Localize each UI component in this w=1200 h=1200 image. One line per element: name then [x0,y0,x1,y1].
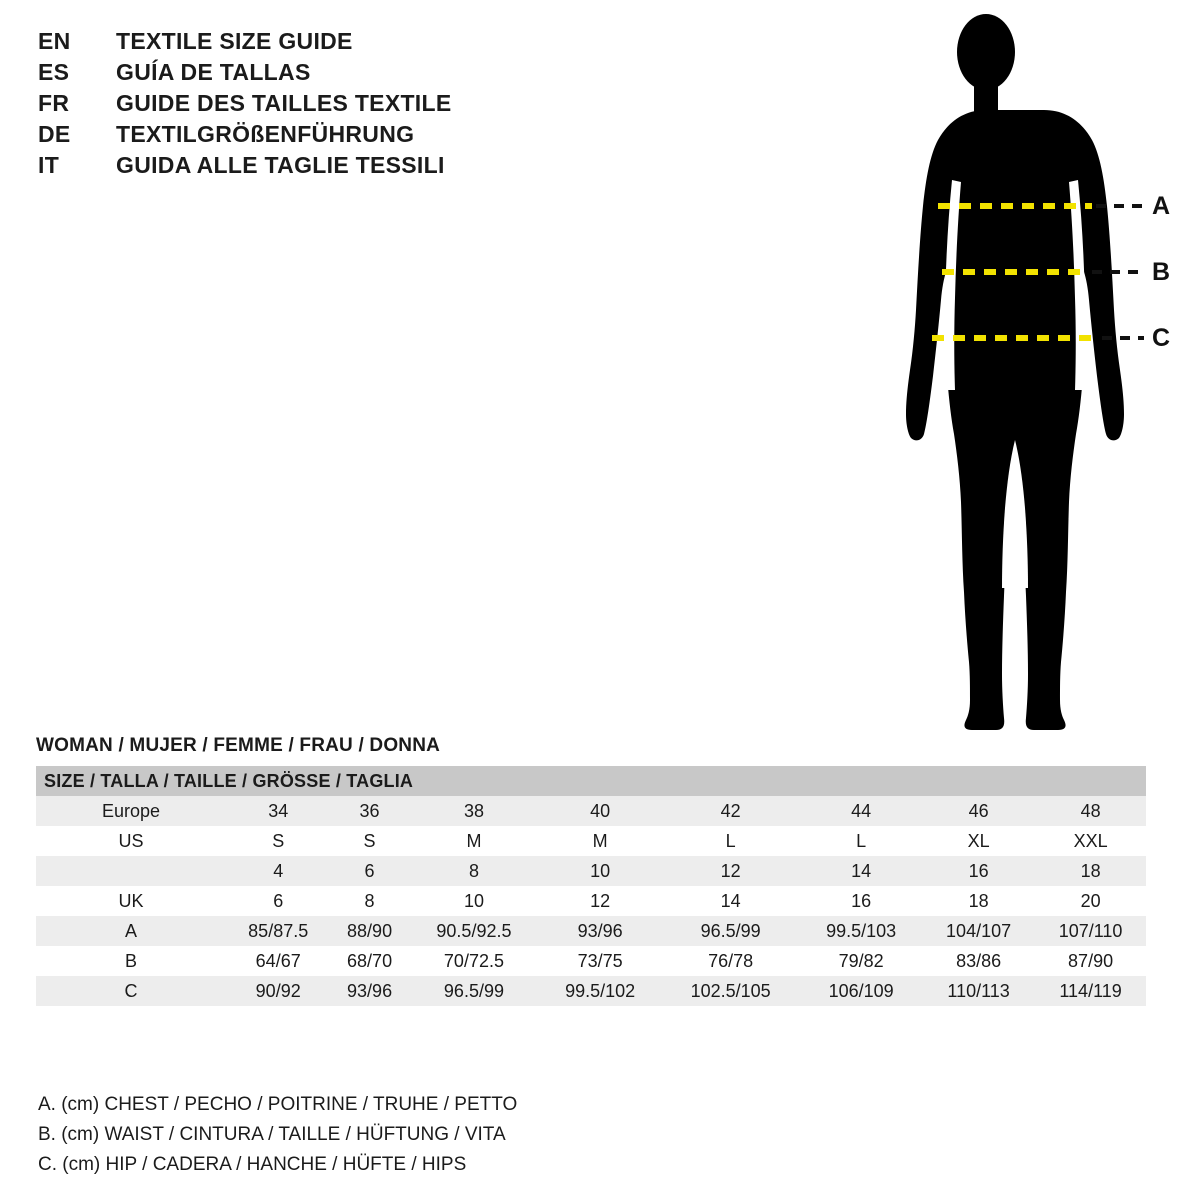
table-row [36,886,1146,916]
table-cell: 14 [800,856,922,886]
table-cell: L [800,826,922,856]
table-cell: 76/78 [661,946,800,976]
table-cell: 40 [539,796,661,826]
table-cell: 44 [800,796,922,826]
legend-line-b: B. (cm) WAIST / CINTURA / TAILLE / HÜFTUNG / VITA [38,1124,506,1145]
table-cell: M [409,826,540,856]
title-lang-code: FR [38,90,70,116]
table-cell: M [539,826,661,856]
title-lang-code: IT [38,152,60,178]
row-label: UK [36,886,226,916]
table-cell: 8 [409,856,540,886]
table-cell: 99.5/102 [539,976,661,1006]
title-lang-code: DE [38,121,71,147]
title-text: TEXTILE SIZE GUIDE [116,28,353,54]
table-cell: 96.5/99 [409,976,540,1006]
title-row [38,152,738,183]
female-silhouette-icon [860,10,1190,740]
table-cell: 16 [800,886,922,916]
table-row [36,796,1146,826]
table-cell: 42 [661,796,800,826]
table-cell: 8 [330,886,408,916]
table-cell: 83/86 [922,946,1035,976]
title-text: GUIDA ALLE TAGLIE TESSILI [116,152,445,178]
row-label: B [36,946,226,976]
table-cell: 12 [661,856,800,886]
table-cell: 36 [330,796,408,826]
table-row [36,856,1146,886]
table-cell: 88/90 [330,916,408,946]
group-heading: WOMAN / MUJER / FEMME / FRAU / DONNA [36,735,441,756]
table-cell: 48 [1035,796,1146,826]
table-row [36,976,1146,1006]
table-cell: 90.5/92.5 [409,916,540,946]
table-cell: 18 [922,886,1035,916]
size-table-section [36,735,1156,1006]
table-cell: XL [922,826,1035,856]
table-cell: 87/90 [1035,946,1146,976]
table-cell: 110/113 [922,976,1035,1006]
table-cell: 18 [1035,856,1146,886]
legend-line-a: A. (cm) CHEST / PECHO / POITRINE / TRUHE / PETTO [38,1094,518,1115]
title-row [38,28,738,59]
table-cell: 102.5/105 [661,976,800,1006]
table-cell: 38 [409,796,540,826]
title-row [38,90,738,121]
table-row [36,916,1146,946]
table-cell: 99.5/103 [800,916,922,946]
table-cell: 16 [922,856,1035,886]
table-cell: 20 [1035,886,1146,916]
table-cell: 34 [226,796,330,826]
title-text: TEXTILGRÖßENFÜHRUNG [116,121,415,147]
title-row [38,121,738,152]
row-label: A [36,916,226,946]
table-cell: S [226,826,330,856]
table-cell: 114/119 [1035,976,1146,1006]
table-cell: 85/87.5 [226,916,330,946]
table-cell: 4 [226,856,330,886]
table-cell: 64/67 [226,946,330,976]
row-label: US [36,826,226,856]
table-cell: 46 [922,796,1035,826]
table-row [36,826,1146,856]
title-text: GUÍA DE TALLAS [116,59,311,85]
table-cell: 10 [409,886,540,916]
table-cell: 10 [539,856,661,886]
table-cell: S [330,826,408,856]
row-label: Europe [36,796,226,826]
title-lang-code: EN [38,28,71,54]
legend-line-c: C. (cm) HIP / CADERA / HANCHE / HÜFTE / HIPS [38,1154,467,1175]
table-header-row [36,766,1146,796]
table-cell: 70/72.5 [409,946,540,976]
title-block [38,28,738,183]
measure-label-c: C [1152,324,1171,352]
measure-label-b: B [1152,258,1171,286]
table-row [36,946,1146,976]
title-lang-code: ES [38,59,70,85]
row-label: C [36,976,226,1006]
row-label [36,856,226,886]
table-cell: 73/75 [539,946,661,976]
table-cell: 107/110 [1035,916,1146,946]
size-table [36,766,1146,1006]
table-cell: 93/96 [539,916,661,946]
table-cell: 6 [330,856,408,886]
table-cell: 14 [661,886,800,916]
measure-label-a: A [1152,192,1171,220]
table-cell: 6 [226,886,330,916]
title-row [38,59,738,90]
table-header-label: SIZE / TALLA / TAILLE / GRÖSSE / TAGLIA [36,766,1146,796]
table-cell: 96.5/99 [661,916,800,946]
measurement-legend [38,1090,517,1180]
table-cell: 106/109 [800,976,922,1006]
table-cell: 79/82 [800,946,922,976]
table-cell: 90/92 [226,976,330,1006]
title-text: GUIDE DES TAILLES TEXTILE [116,90,452,116]
body-figure-area [860,10,1190,740]
table-cell: 12 [539,886,661,916]
table-cell: 104/107 [922,916,1035,946]
table-cell: L [661,826,800,856]
table-cell: XXL [1035,826,1146,856]
table-cell: 93/96 [330,976,408,1006]
table-cell: 68/70 [330,946,408,976]
